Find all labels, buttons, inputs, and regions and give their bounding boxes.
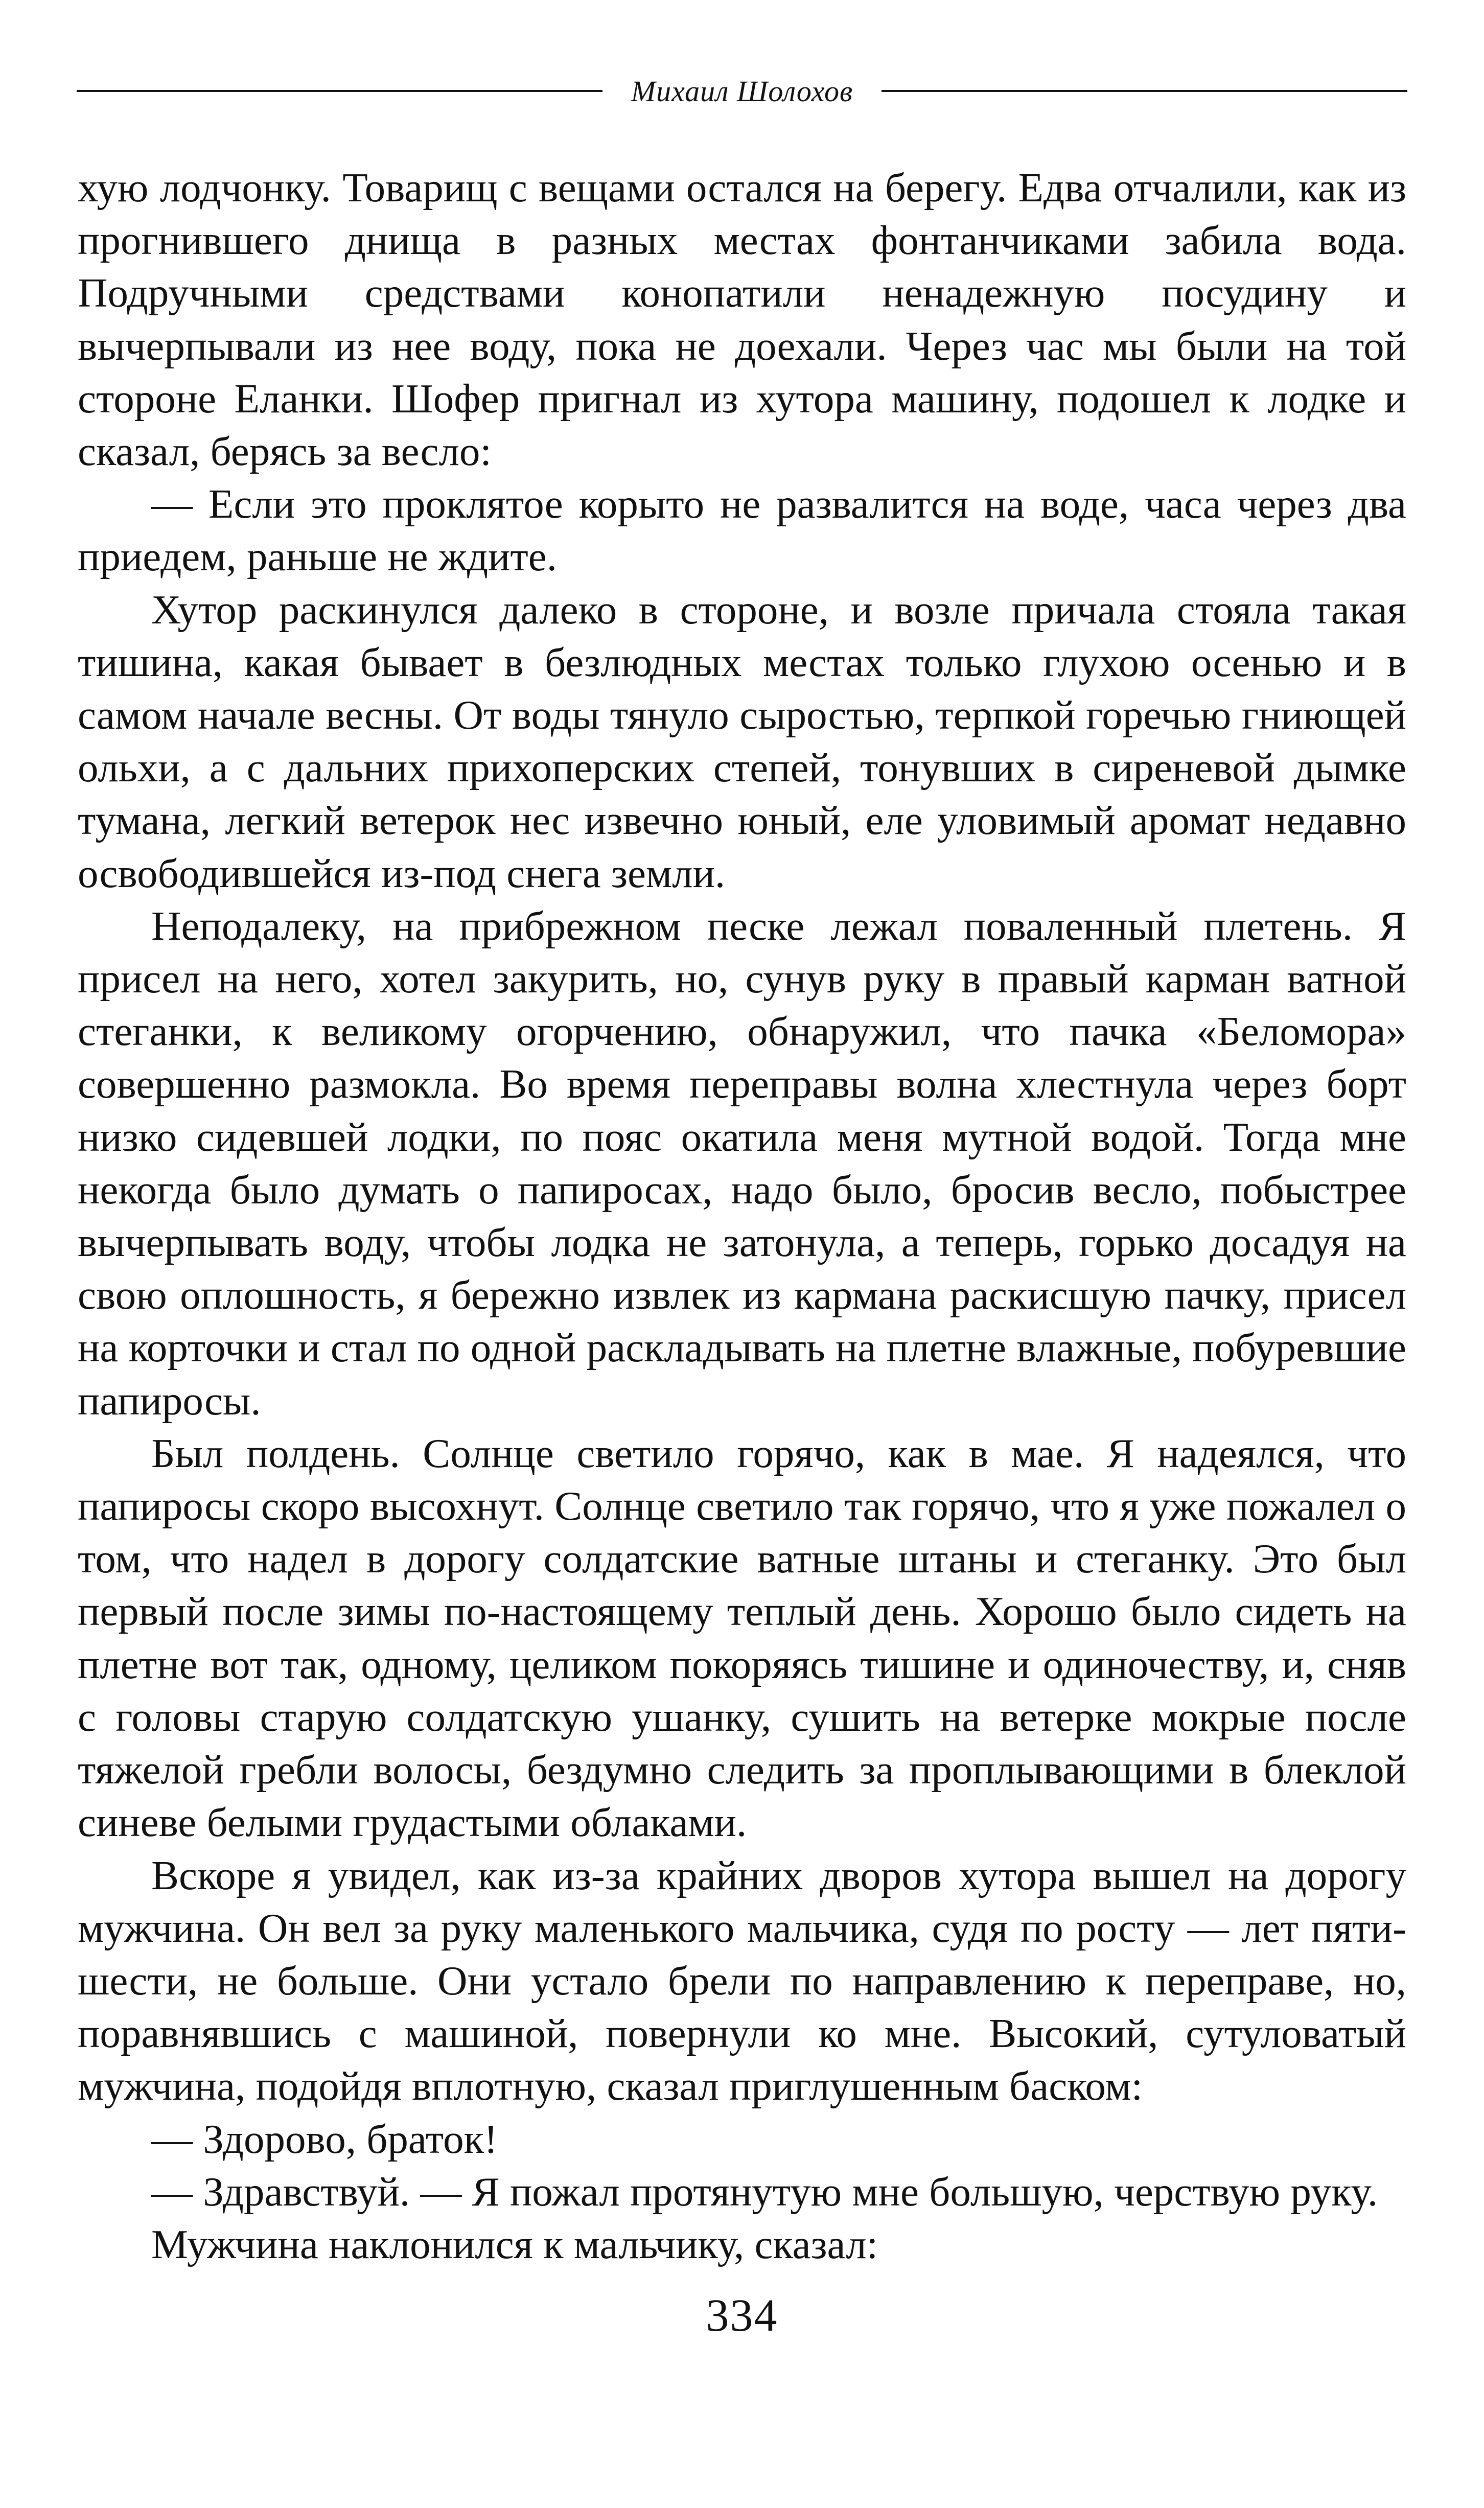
- body-text: [78, 161, 1406, 2271]
- paragraph-dialogue: — Здорово, браток!: [151, 2116, 498, 2162]
- paragraph-dialogue: — Здравствуй. — Я пожал протянутую мне большую, черствую руку.: [151, 2168, 1378, 2215]
- page-number: 334: [706, 2290, 778, 2341]
- running-head-author: Михаил Шолохов: [631, 74, 853, 108]
- header-rule-right: [882, 90, 1407, 92]
- running-head: [77, 71, 1407, 111]
- header-rule-left: [77, 90, 602, 92]
- paragraph-dialogue: — Если это проклятое корыто не развалится на воде, часа через два приедем, раньше не ждите.: [78, 481, 1406, 580]
- paragraph: Мужчина наклонился к мальчику, сказал:: [151, 2221, 878, 2267]
- paragraph: Был полдень. Солнце светило горячо, как в мае. Я надеялся, что папиросы скоро высохнут. Солнце светило так горячо, что я уже пожалел о том, что надел в дорогу солдатские ватные штаны и стеганку. Это был первый после зимы по-настоящему теплый день. Хорошо было сидеть на плетне вот так, одному, целиком покоряясь тишине и одиночеству, и, сняв с головы старую солдатскую ушанку, сушить на ветерке мокрые после тяжелой гребли волосы, бездумно следить за проплывающими в блеклой синеве белыми грудастыми облаками.: [78, 1430, 1406, 1846]
- paragraph: Неподалеку, на прибрежном песке лежал поваленный плетень. Я присел на него, хотел закурить, но, сунув руку в правый карман ватной стеганки, к великому огорчению, обнаружил, что пачка «Беломора» совершенно размокла. Во время переправы волна хлестнула через борт низко сидевшей лодки, по пояс окатила меня мутной водой. Тогда мне некогда было думать о папиросах, надо было, бросив весло, побыстрее вычерпывать воду, чтобы лодка не затонула, а теперь, горько досадуя на свою оплошность, я бережно извлек из кармана раскисшую пачку, присел на корточки и стал по одной раскладывать на плетне влажные, побуревшие папиросы.: [78, 902, 1406, 1424]
- paragraph: Вскоре я увидел, как из-за крайних дворов хутора вышел на дорогу мужчина. Он вел за руку маленького мальчика, судя по росту — лет пяти-шести, не больше. Они устало брели по направлению к переправе, но, поравнявшись с машиной, повернули ко мне. Высокий, сутуловатый мужчина, подойдя вплотную, сказал приглушенным баском:: [78, 1852, 1406, 2109]
- paragraph: Хутор раскинулся далеко в стороне, и возле причала стояла такая тишина, какая бывает в безлюдных местах только глухою осенью и в самом начале весны. От воды тянуло сыростью, терпкой горечью гниющей ольхи, а с дальних прихоперских степей, тонувших в сиреневой дымке тумана, легкий ветерок нес извечно юный, еле уловимый аромат недавно освободившейся из-под снега земли.: [78, 586, 1406, 896]
- paragraph-continued: хую лодчонку. Товарищ с вещами остался на берегу. Едва отчалили, как из прогнившего днища в разных местах фонтанчиками забила вода. Подручными средствами конопатили ненадежную посудину и вычерпывали из нее воду, пока не доехали. Через час мы были на той стороне Еланки. Шофер пригнал из хутора машину, подошел к лодке и сказал, берясь за весло:: [78, 165, 1406, 475]
